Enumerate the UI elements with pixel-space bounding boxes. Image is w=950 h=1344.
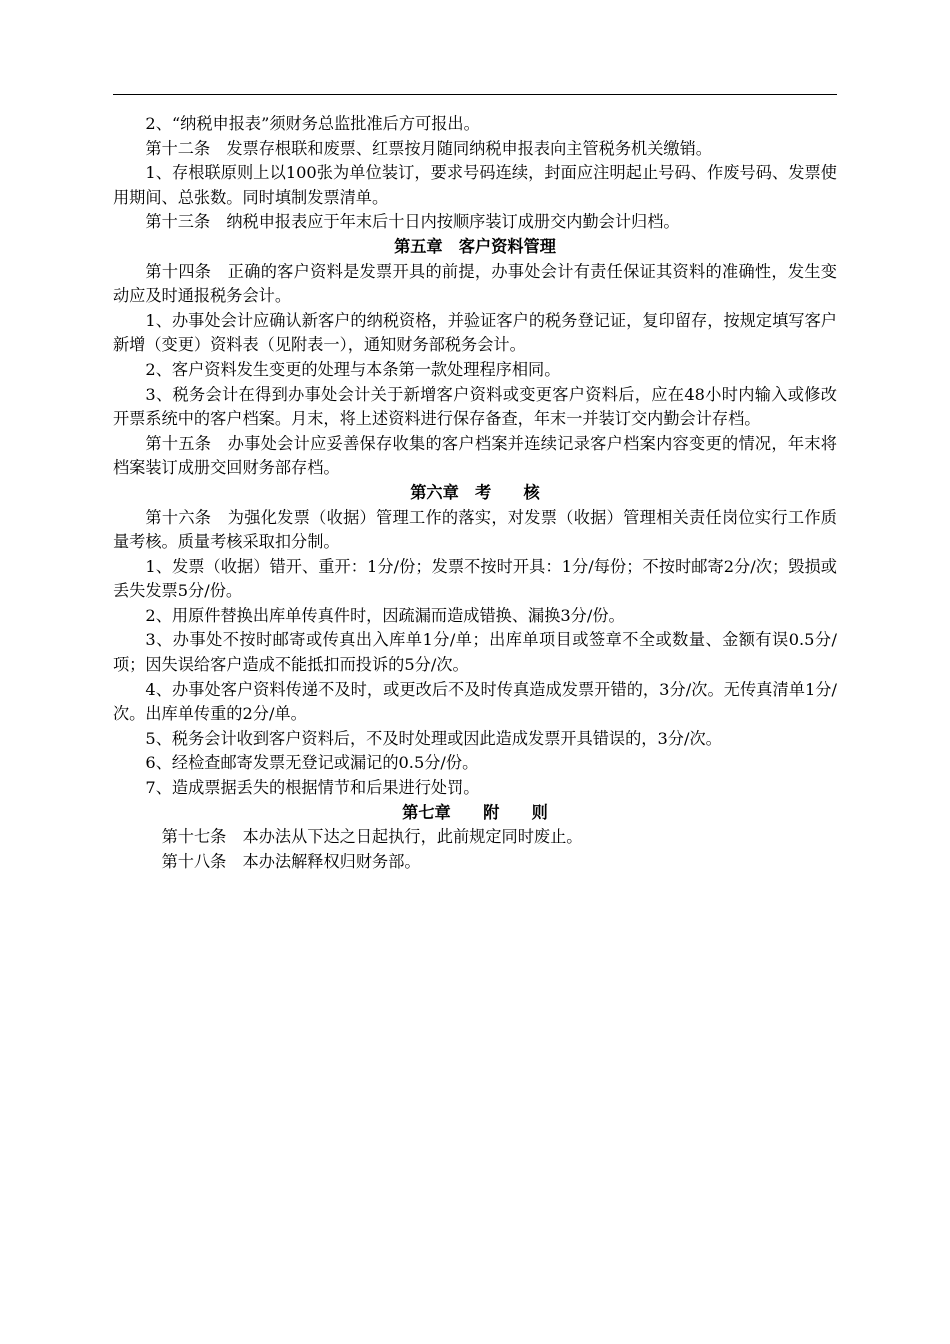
article-15: 第十五条 办事处会计应妥善保存收集的客户档案并连续记录客户档案内容变更的情况，年末将档案装订成册交回财务部存档。 [113, 433, 837, 478]
paragraph: 2、“纳税申报表”须财务总监批准后方可报出。 [145, 114, 480, 133]
paragraph: 6、经检查邮寄发票无登记或漏记的0.5分/份。 [145, 753, 479, 773]
paragraph: 2、用原件替换出库单传真件时，因疏漏而造成错换、漏换3分/份。 [145, 605, 625, 625]
chapter-7-heading: 第七章 附 则 [402, 802, 548, 822]
paragraph: 1、办事处会计应确认新客户的纳税资格，并验证客户的税务登记证，复印留存，按规定填写客户新增（变更）资料表（见附表一），通知财务部税务会计。 [113, 310, 837, 355]
chapter-6-heading: 第六章 考 核 [410, 482, 540, 502]
document-body [113, 112, 837, 874]
paragraph: 3、办事处不按时邮寄或传真出入库单1分/单；出库单项目或签章不全或数量、金额有误0.5分/项；因失误给客户造成不能抵扣而投诉的5分/次。 [113, 630, 837, 675]
paragraph: 3、税务会计在得到办事处会计关于新增客户资料或变更客户资料后，应在48小时内输入或修改开票系统中的客户档案。月末，将上述资料进行保存备查，年末一并装订交内勤会计存档。 [113, 384, 837, 429]
paragraph: 7、造成票据丢失的根据情节和后果进行处罚。 [145, 778, 480, 798]
article-16: 第十六条 为强化发票（收据）管理工作的落实，对发票（收据）管理相关责任岗位实行工作质量考核。质量考核采取扣分制。 [113, 507, 837, 552]
paragraph: 5、税务会计收到客户资料后，不及时处理或因此造成发票开具错误的，3分/次。 [145, 728, 722, 748]
article-14: 第十四条 正确的客户资料是发票开具的前提，办事处会计有责任保证其资料的准确性，发生变动应及时通报税务会计。 [113, 261, 837, 306]
header-rule [113, 94, 837, 95]
article-18: 第十八条 本办法解释权归财务部。 [161, 851, 421, 871]
paragraph: 2、客户资料发生变更的处理与本条第一款处理程序相同。 [145, 359, 561, 379]
article-17: 第十七条 本办法从下达之日起执行，此前规定同时废止。 [161, 827, 583, 847]
paragraph: 1、发票（收据）错开、重开：1分/份；发票不按时开具：1分/每份；不按时邮寄2分/次；毁损或丢失发票5分/份。 [113, 556, 837, 601]
paragraph: 1、存根联原则上以100张为单位装订，要求号码连续，封面应注明起止号码、作废号码、发票使用期间、总张数。同时填制发票清单。 [113, 163, 837, 207]
chapter-5-heading: 第五章 客户资料管理 [394, 236, 556, 256]
article-13: 第十三条 纳税申报表应于年末后十日内按顺序装订成册交内勤会计归档。 [145, 212, 680, 232]
paragraph: 4、办事处客户资料传递不及时，或更改后不及时传真造成发票开错的，3分/次。无传真清单1分/次。出库单传重的2分/单。 [113, 679, 837, 724]
article-12: 第十二条 发票存根联和废票、红票按月随同纳税申报表向主管税务机关缴销。 [145, 138, 712, 158]
